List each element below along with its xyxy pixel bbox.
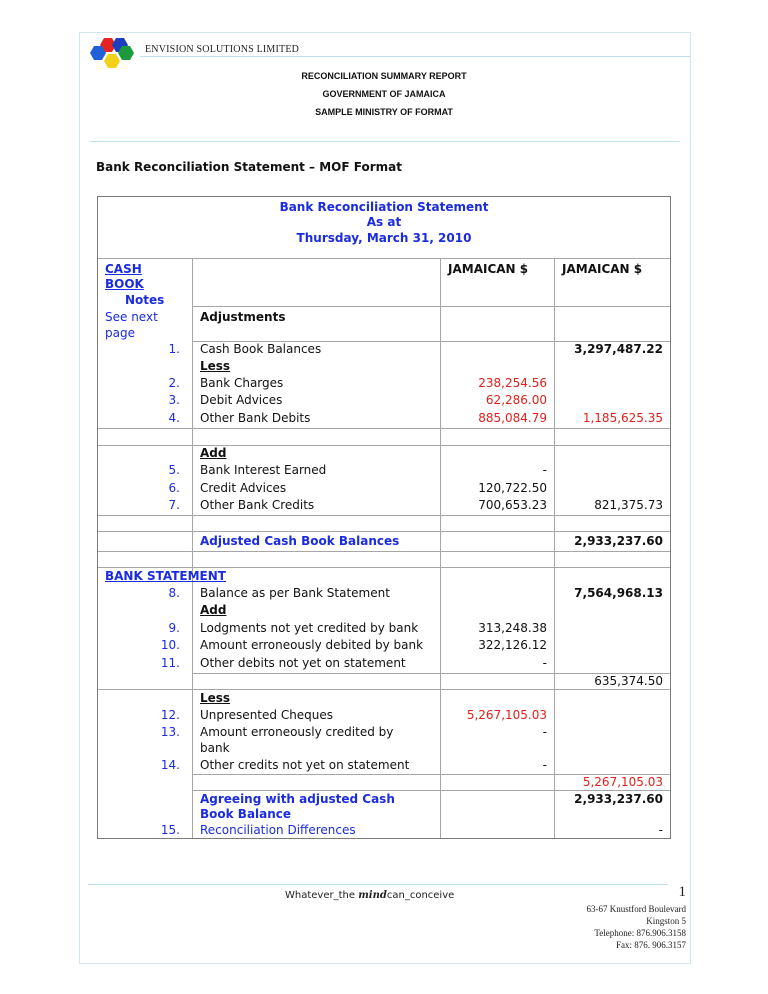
agreeing-label-continued: Book Balance: [200, 807, 292, 821]
note-number: 6.: [168, 481, 180, 495]
header-divider: [90, 141, 680, 142]
note-number: 9.: [168, 621, 180, 635]
row-label: Bank Interest Earned: [200, 463, 327, 477]
table-gridline: [192, 551, 670, 552]
unpresented-cheques-value: 5,267,105.03: [466, 708, 547, 722]
company-logo-icon: [90, 32, 136, 72]
row-label: Cash Book Balances: [200, 342, 322, 356]
see-next-page-2: page: [105, 326, 135, 340]
statement-as-at: As at: [366, 215, 402, 229]
credit-advices-value: 120,722.50: [478, 481, 547, 495]
note-number: 15.: [160, 823, 180, 837]
statement-date: Thursday, March 31, 2010: [296, 231, 472, 245]
other-bank-credits-value: 700,653.23: [478, 498, 547, 512]
notes-header-notes: Notes: [125, 293, 165, 307]
bank-statement-heading: BANK STATEMENT: [105, 569, 226, 583]
table-gridline: [98, 445, 192, 446]
less-heading: Less: [200, 359, 231, 373]
note-number: 13.: [160, 725, 180, 739]
table-gridline: [98, 428, 192, 429]
row-label: Lodgments not yet credited by bank: [200, 621, 419, 635]
note-number: 5.: [168, 463, 180, 477]
table-gridline: [98, 689, 192, 690]
notes-header-book: BOOK: [105, 277, 144, 291]
table-gridline: [192, 531, 670, 532]
table-gridline: [192, 428, 670, 429]
row-label: Other debits not yet on statement: [200, 656, 406, 670]
erroneous-credit-value: -: [542, 725, 547, 739]
table-gridline: [98, 551, 192, 552]
footer-motto: Whatever_the mindcan_conceive: [285, 890, 455, 901]
note-number: 7.: [168, 498, 180, 512]
less-total-value: 1,185,625.35: [582, 411, 663, 425]
row-label: Bank Charges: [200, 376, 284, 390]
note-number: 11.: [160, 656, 180, 670]
note-number: 4.: [168, 411, 180, 425]
add-subtotal-value: 635,374.50: [594, 674, 663, 688]
note-number: 8.: [168, 586, 180, 600]
address-fax: Fax: 876. 906.3157: [615, 940, 686, 950]
column-header-2: JAMAICAN $: [562, 262, 643, 276]
row-label: Amount erroneously debited by bank: [200, 638, 424, 652]
table-gridline: [98, 567, 192, 568]
table-gridline: [98, 515, 192, 516]
table-gridline: [98, 531, 192, 532]
reconciliation-differences-value: -: [658, 823, 663, 837]
note-number: 12.: [160, 708, 180, 722]
note-number: 10.: [160, 638, 180, 652]
table-gridline: [192, 567, 670, 568]
agreeing-value: 2,933,237.60: [574, 792, 663, 806]
row-label: Credit Advices: [200, 481, 287, 495]
note-number: 2.: [168, 376, 180, 390]
bank-statement-balance-value: 7,564,968.13: [574, 586, 663, 600]
adjusted-cash-book-label: Adjusted Cash Book Balances: [200, 534, 400, 548]
row-label: Other Bank Credits: [200, 498, 315, 512]
row-label-continued: bank: [200, 741, 230, 755]
row-label: Amount erroneously credited by: [200, 725, 394, 739]
see-next-page: See next: [105, 310, 158, 324]
other-credits-value: -: [542, 758, 547, 772]
address-city: Kingston 5: [646, 916, 686, 926]
notes-header-cash: CASH: [105, 262, 142, 276]
other-debits-value: -: [542, 656, 547, 670]
report-government: GOVERNMENT OF JAMAICA: [322, 89, 446, 99]
footer-rule: [88, 884, 668, 885]
bank-interest-value: -: [542, 463, 547, 477]
table-gridline: [192, 689, 670, 690]
header-rule: [140, 56, 690, 57]
row-label: Other credits not yet on statement: [200, 758, 410, 772]
bank-charges-value: 238,254.56: [478, 376, 547, 390]
adjustments-heading: Adjustments: [200, 310, 286, 324]
agreeing-label: Agreeing with adjusted Cash: [200, 792, 395, 806]
note-number: 14.: [160, 758, 180, 772]
address-street: 63-67 Knustford Boulevard: [586, 904, 686, 914]
add-heading: Add: [200, 446, 227, 460]
add-heading-2: Add: [200, 603, 227, 617]
note-number: 1.: [168, 342, 180, 356]
reconciliation-differences-label: Reconciliation Differences: [200, 823, 356, 837]
row-label: Balance as per Bank Statement: [200, 586, 390, 600]
debit-advices-value: 62,286.00: [485, 393, 547, 407]
address-telephone: Telephone: 876.906.3158: [594, 928, 686, 938]
section-title: Bank Reconciliation Statement – MOF Format: [96, 160, 402, 174]
other-bank-debits-value: 885,084.79: [478, 411, 547, 425]
column-header-1: JAMAICAN $: [448, 262, 529, 276]
adjusted-cash-book-value: 2,933,237.60: [574, 534, 663, 548]
add-total-value: 821,375.73: [594, 498, 663, 512]
lodgments-value: 313,248.38: [478, 621, 547, 635]
page-number: 1: [678, 884, 686, 900]
report-title: RECONCILIATION SUMMARY REPORT: [301, 71, 467, 81]
statement-title: Bank Reconciliation Statement: [279, 200, 489, 214]
row-label: Debit Advices: [200, 393, 283, 407]
table-gridline: [192, 515, 670, 516]
note-number: 3.: [168, 393, 180, 407]
row-label: Unpresented Cheques: [200, 708, 334, 722]
erroneous-debit-value: 322,126.12: [478, 638, 547, 652]
row-label: Other Bank Debits: [200, 411, 311, 425]
less-heading-2: Less: [200, 691, 231, 705]
table-gridline: [192, 306, 670, 307]
table-gridline: [192, 445, 670, 446]
cash-book-balance-value: 3,297,487.22: [574, 342, 663, 356]
reconciliation-table: [97, 196, 671, 839]
less-subtotal-value: 5,267,105.03: [582, 775, 663, 789]
company-name: ENVISION SOLUTIONS LIMITED: [145, 44, 300, 55]
report-ministry: SAMPLE MINISTRY OF FORMAT: [315, 107, 453, 117]
table-gridline: [192, 790, 670, 791]
